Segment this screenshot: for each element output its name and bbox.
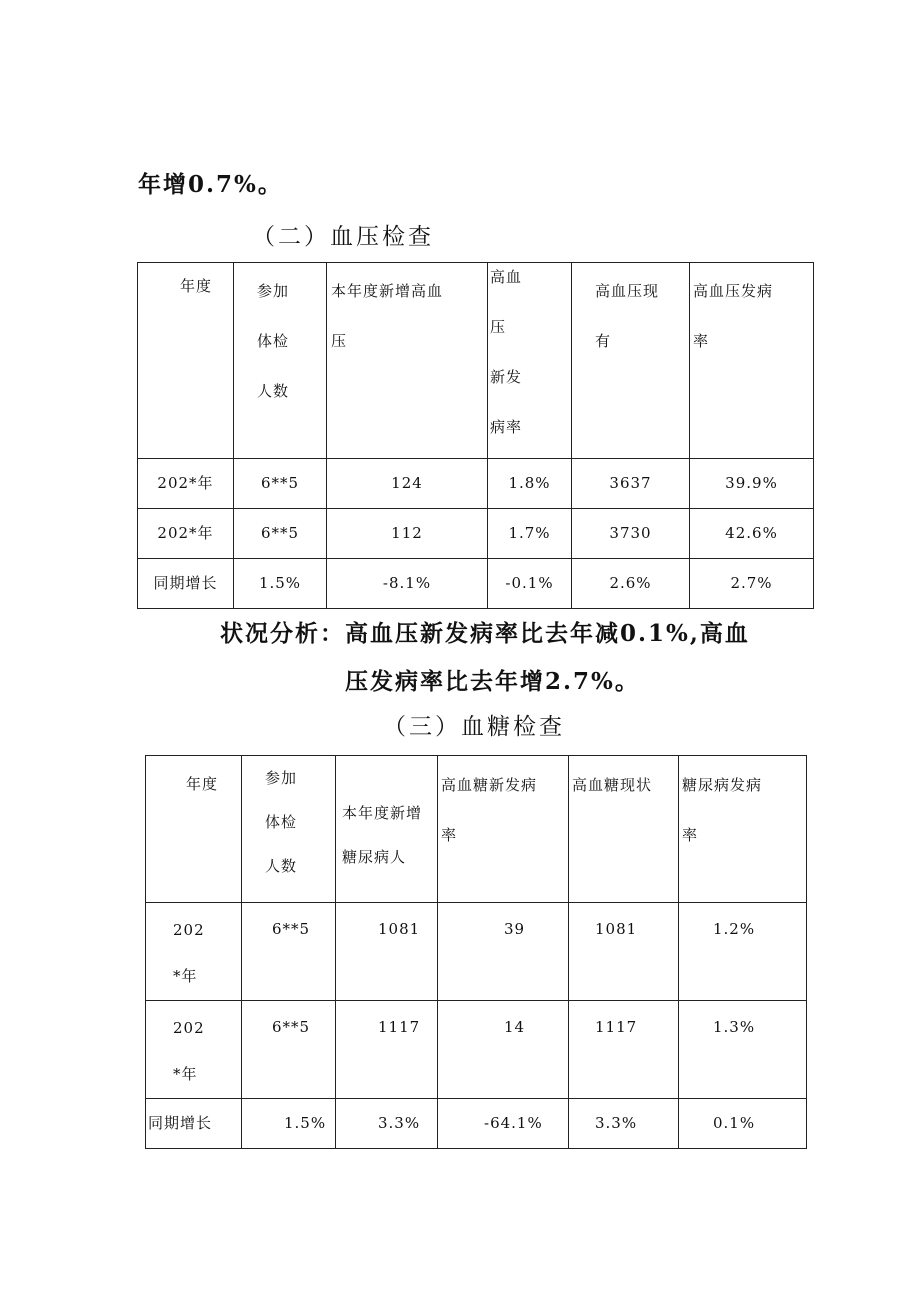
bp-cell: 124 [327, 459, 488, 509]
bp-cell: 6**5 [234, 459, 327, 509]
intro-fragment: 年增0.7%。 [138, 171, 283, 198]
bp-cell: 2.6% [572, 559, 690, 609]
glucose-cell-year: 202 *年 [146, 1001, 242, 1099]
glucose-cell: 1.2% [679, 903, 807, 1001]
glucose-section-title: （三）血糖检查 [383, 714, 565, 740]
analysis-line-1: 状况分析：高血压新发病率比去年减0.1%,高血 [220, 620, 750, 647]
glucose-cell: 3.3% [336, 1099, 438, 1149]
glucose-cell: -64.1% [438, 1099, 569, 1149]
table-row [138, 459, 814, 509]
glucose-cell: 3.3% [569, 1099, 679, 1149]
bp-header-participants: 参加 体检 人数 [234, 263, 327, 459]
glucose-cell: 1081 [336, 903, 438, 1001]
bp-cell: 42.6% [690, 509, 814, 559]
glucose-header-new-cases: 本年度新增 糖尿病人 [336, 756, 438, 903]
glucose-cell-year: 202 *年 [146, 903, 242, 1001]
glucose-cell: 0.1% [679, 1099, 807, 1149]
glucose-cell: 1117 [569, 1001, 679, 1099]
bp-cell: 1.8% [488, 459, 572, 509]
table-row [146, 903, 807, 1001]
glucose-cell: 1117 [336, 1001, 438, 1099]
glucose-header-incidence: 高血糖新发病 率 [438, 756, 569, 903]
glucose-header-participants: 参加 体检 人数 [242, 756, 336, 903]
glucose-cell: 1081 [569, 903, 679, 1001]
table-row [146, 1099, 807, 1149]
bp-header-incidence: 高血 压 新发 病率 [488, 263, 572, 459]
bp-header-existing: 高血压现 有 [572, 263, 690, 459]
bp-cell: 6**5 [234, 509, 327, 559]
glucose-header-prevalence: 糖尿病发病 率 [679, 756, 807, 903]
bp-cell: -8.1% [327, 559, 488, 609]
glucose-cell: 6**5 [242, 1001, 336, 1099]
glucose-header-year: 年度 [146, 756, 242, 903]
bp-cell: 1.7% [488, 509, 572, 559]
analysis-line-2: 压发病率比去年增2.7%。 [345, 668, 640, 695]
glucose-cell: 1.5% [242, 1099, 336, 1149]
glucose-header-row [146, 756, 807, 903]
bp-cell: 112 [327, 509, 488, 559]
bp-cell: 3637 [572, 459, 690, 509]
bp-header-row [138, 263, 814, 459]
glucose-cell: 1.3% [679, 1001, 807, 1099]
bp-header-prevalence: 高血压发病 率 [690, 263, 814, 459]
glucose-cell: 同期增长 [146, 1099, 242, 1149]
bp-table [137, 262, 814, 609]
bp-cell: -0.1% [488, 559, 572, 609]
bp-cell: 2.7% [690, 559, 814, 609]
table-row [146, 1001, 807, 1099]
bp-header-new-cases: 本年度新增高血 压 [327, 263, 488, 459]
bp-cell: 3730 [572, 509, 690, 559]
glucose-header-existing: 高血糖现状 [569, 756, 679, 903]
bp-header-year: 年度 [138, 263, 234, 459]
bp-cell: 202*年 [138, 509, 234, 559]
glucose-cell: 6**5 [242, 903, 336, 1001]
table-row [138, 559, 814, 609]
glucose-table [145, 755, 807, 1149]
bp-cell: 202*年 [138, 459, 234, 509]
bp-cell: 同期增长 [138, 559, 234, 609]
bp-section-title: （二）血压检查 [252, 224, 434, 250]
bp-cell: 39.9% [690, 459, 814, 509]
glucose-cell: 14 [438, 1001, 569, 1099]
glucose-cell: 39 [438, 903, 569, 1001]
bp-cell: 1.5% [234, 559, 327, 609]
table-row [138, 509, 814, 559]
